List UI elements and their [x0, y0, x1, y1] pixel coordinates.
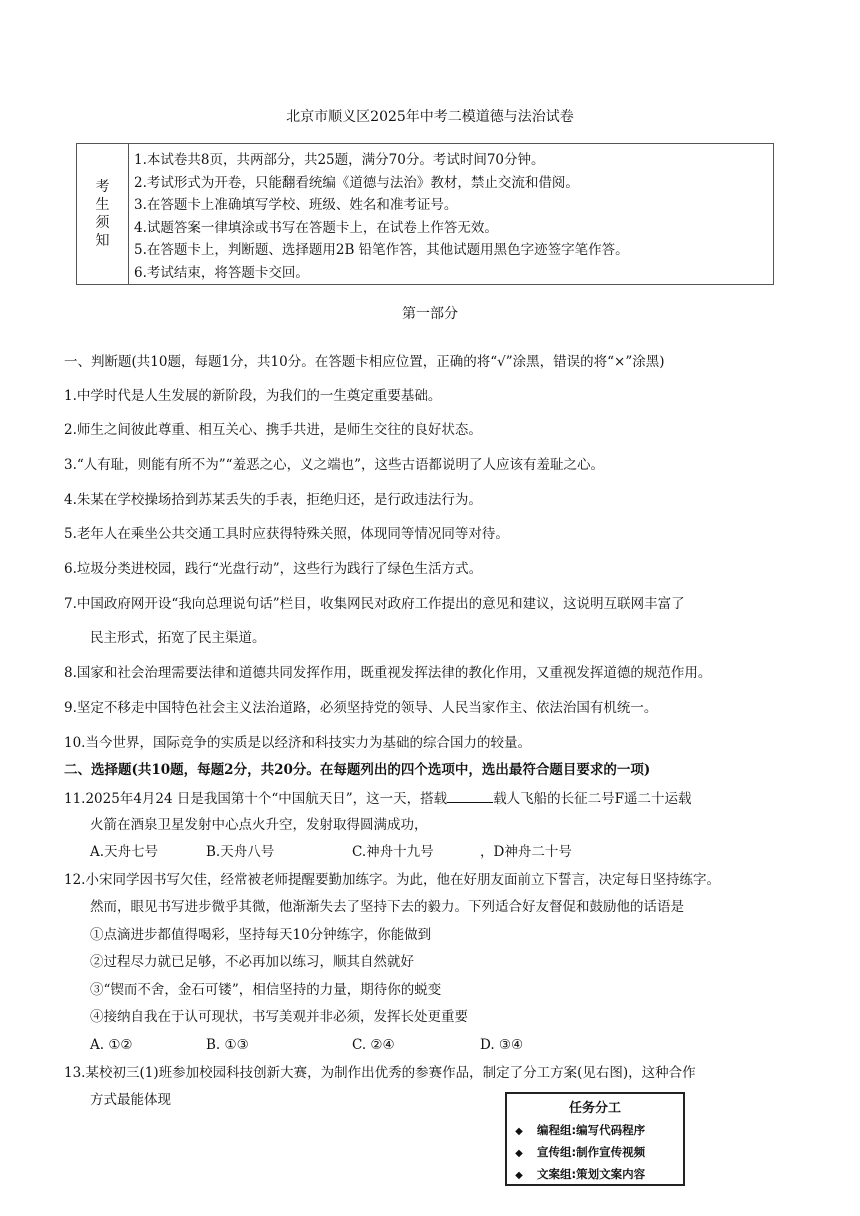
q11-option-a: A.天舟七号: [90, 844, 159, 860]
q12-option-c: C. ②④: [352, 1037, 395, 1053]
q12-option-d: D. ③④: [480, 1037, 524, 1053]
q11-line1: [64, 788, 692, 809]
task-item-text: 宣传组:制作宣传视频: [537, 1145, 646, 1159]
q11-option-d: ，D神舟二十号: [480, 844, 572, 860]
q12-statement: ①点滴进步都值得喝彩，坚持每天10分钟练字，你能做到: [90, 927, 432, 943]
task-item: [507, 1120, 683, 1142]
candidate-notice-box: [76, 143, 774, 285]
notice-item: 5.在答题卡上，判断题、选择题用2B 铅笔作答，其他试题用黑色字迹签字笔作答。: [134, 242, 629, 258]
task-item-text: 编程组:编写代码程序: [537, 1123, 646, 1137]
notice-label-char: 生: [95, 197, 110, 213]
notice-item: 3.在答题卡上准确填写学校、班级、姓名和准考证号。: [134, 197, 458, 213]
q11-option-b: B.天舟八号: [206, 844, 275, 860]
task-title: 任务分工: [568, 1101, 621, 1116]
question-line: 6.垃圾分类进校园，践行“光盘行动”，这些行为践行了绿色生活方式。: [64, 561, 483, 577]
notice-item: 4.试题答案一律填涂或书写在答题卡上，在试卷上作答无效。: [134, 219, 498, 236]
notice-label-char: 知: [95, 233, 110, 249]
task-item: [507, 1142, 683, 1164]
q13-line2: 方式最能体现: [90, 1092, 171, 1108]
part-title: 第一部分: [402, 306, 458, 322]
task-item-text: 文案组:策划文案内容: [537, 1167, 646, 1181]
question-line: 7.中国政府网开设“我向总理说句话”栏目，收集网民对政府工作提出的意见和建议，这说明互联网丰富了: [64, 596, 685, 612]
section1-heading: 一、判断题(共10题，每题1分，共10分。在答题卡相应位置，正确的将“√”涂黑，错误的将“×”涂黑): [64, 354, 665, 370]
question-line-continued: 民主形式，拓宽了民主渠道。: [90, 630, 266, 646]
notice-item: 6.考试结束，将答题卡交回。: [134, 264, 309, 281]
q12-statement: ④接纳自我在于认可现状，书写美观并非必须，发挥长处更重要: [90, 1009, 468, 1025]
q11-line2: 火箭在酒泉卫星发射中心点火升空，发射取得圆满成功，: [90, 817, 428, 833]
question-line: 5.老年人在乘坐公共交通工具时应获得特殊关照，体现同等情况同等对待。: [64, 526, 509, 542]
notice-label-char: 考: [95, 179, 110, 195]
section2-heading: 二、选择题(共10题，每题2分，共20分。在每题列出的四个选项中，选出最符合题目要求的一项): [64, 762, 651, 778]
q12-option-b: B. ①③: [206, 1037, 249, 1053]
notice-item: 2.考试形式为开卷，只能翻看统编《道德与法治》教材，禁止交流和借阅。: [134, 174, 579, 191]
task-division-figure: [505, 1092, 685, 1186]
answer-blank: [447, 788, 493, 803]
q12-line2: 然而，眼见书写进步微乎其微，他渐渐失去了坚持下去的毅力。下列适合好友督促和鼓励他的话语是: [90, 899, 684, 915]
exam-title: 北京市顺义区2025年中考二模道德与法治试卷: [286, 109, 574, 125]
question-line: 8.国家和社会治理需要法律和道德共同发挥作用，既重视发挥法律的教化作用，又重视发挥道德的规范作用。: [64, 665, 712, 681]
notice-items: [129, 144, 773, 284]
question-line: 9.坚定不移走中国特色社会主义法治道路，必须坚持党的领导、人民当家作主、依法治国有机统一。: [64, 700, 658, 716]
question-line: 10.当今世界，国际竞争的实质是以经济和科技实力为基础的综合国力的较量。: [64, 735, 531, 751]
q12-option-a: A. ①②: [90, 1037, 133, 1053]
question-line: 2.师生之间彼此尊重、相互关心、携手共进，是师生交往的良好状态。: [64, 422, 482, 438]
q11-text-b: 载人飞船的长征二号F遥二十运载: [493, 791, 692, 807]
diamond-bullet-icon: ◆: [515, 1126, 523, 1137]
q12-statement: ③“锲而不舍，金石可镂”，相信坚持的力量，期待你的蜕变: [90, 982, 442, 998]
q12-line1: 12.小宋同学因书写欠佳，经常被老师提醒要勤加练字。为此，他在好朋友面前立下誓言，决定每日坚持练字。: [64, 872, 720, 888]
question-line: 4.朱某在学校操场拾到苏某丢失的手表，拒绝归还，是行政违法行为。: [64, 492, 482, 508]
question-line: 1.中学时代是人生发展的新阶段，为我们的一生奠定重要基础。: [64, 388, 442, 404]
q11-text-a: 11.2025年4月24 日是我国第十个“中国航天日”，这一天，搭载: [64, 791, 448, 807]
question-line: 3.“人有耻，则能有所不为”“羞恶之心，义之端也”，这些古语都说明了人应该有羞耻之心。: [64, 457, 604, 473]
diamond-bullet-icon: ◆: [515, 1148, 523, 1159]
q13-line1: 13.某校初三(1)班参加校园科技创新大赛，为制作出优秀的参赛作品，制定了分工方案(见右图)，这种合作: [64, 1065, 696, 1081]
q11-option-c: C.神舟十九号: [352, 844, 434, 860]
q12-statement: ②过程尽力就已足够，不必再加以练习，顺其自然就好: [90, 954, 414, 970]
notice-label-char: 须: [95, 215, 110, 231]
diamond-bullet-icon: ◆: [515, 1170, 523, 1181]
notice-label: [77, 144, 129, 284]
notice-item: 1.本试卷共8页，共两部分，共25题，满分70分。考试时间70分钟。: [134, 152, 545, 168]
task-item: [507, 1164, 683, 1186]
